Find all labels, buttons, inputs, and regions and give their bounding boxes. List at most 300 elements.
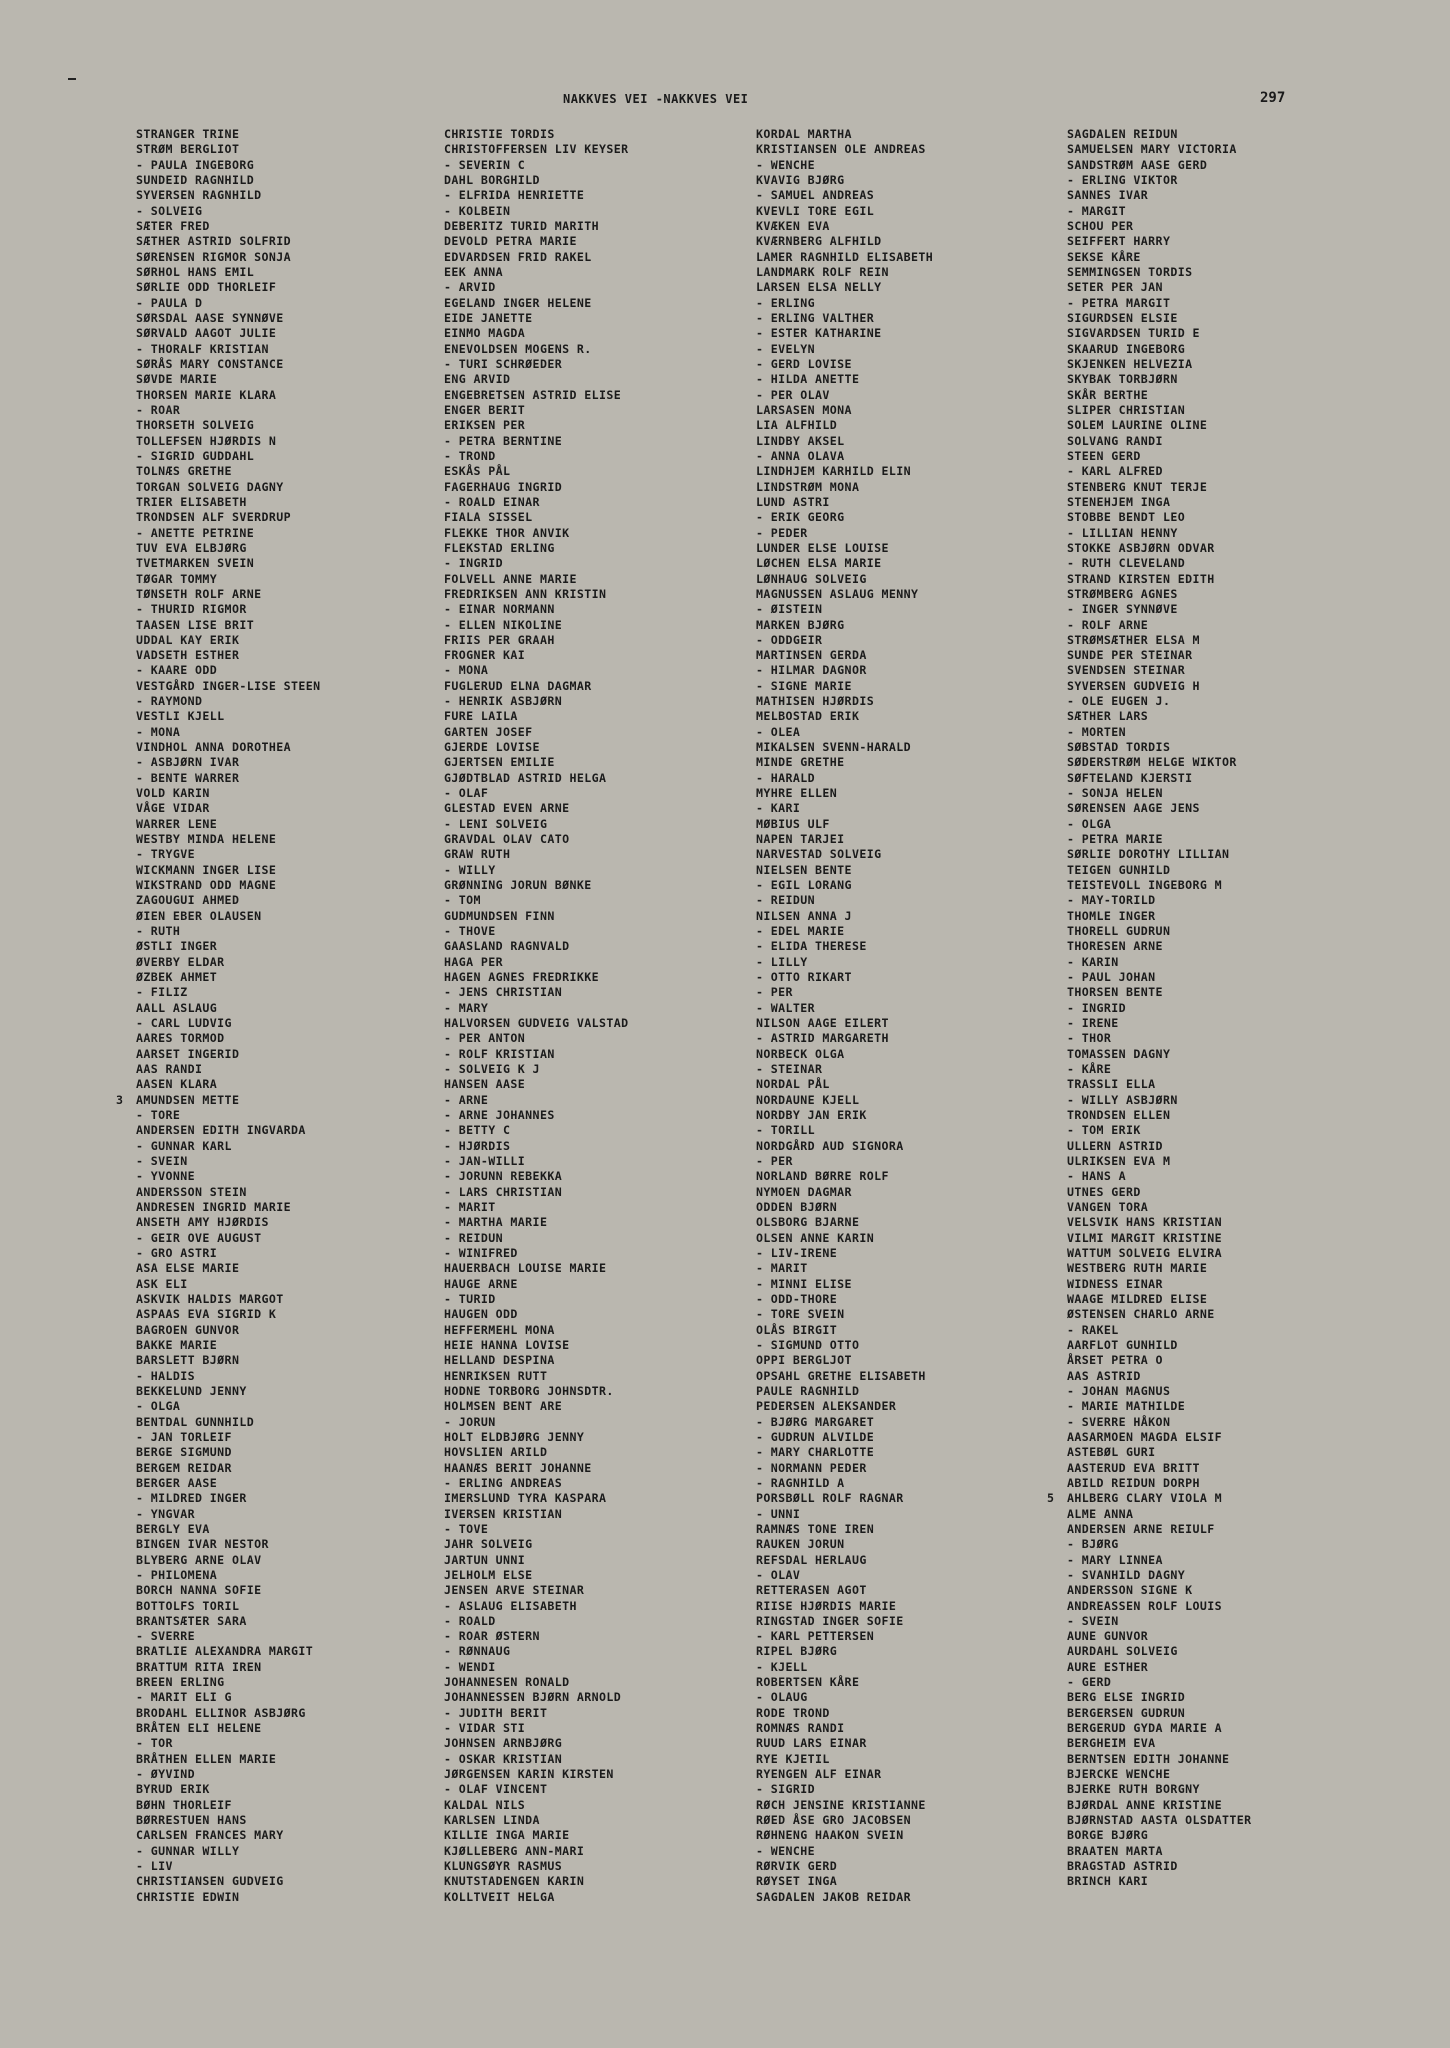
resident-entry: STOBBE BENDT LEO <box>1067 510 1186 525</box>
resident-entry: SØRENSEN RIGMOR SONJA <box>136 249 291 264</box>
resident-entry: - KJELL <box>756 1659 808 1674</box>
resident-entry: - TORE <box>136 1108 181 1122</box>
resident-entry: SKYBAK TORBJØRN <box>1067 372 1178 387</box>
resident-entry: GJERTSEN EMILIE <box>444 755 555 770</box>
resident-entry: - WINIFRED <box>444 1245 518 1260</box>
resident-entry: RØCH JENSINE KRISTIANNE <box>756 1797 926 1812</box>
resident-entry: FRIIS PER GRAAH <box>444 632 555 647</box>
resident-entry: NAPEN TARJEI <box>756 832 845 847</box>
resident-entry: AASEN KLARA <box>136 1077 218 1092</box>
resident-entry: SØRÅS MARY CONSTANCE <box>136 356 284 371</box>
resident-entry: TAASEN LISE BRIT <box>136 617 255 632</box>
resident-entry: THORSETH SOLVEIG <box>136 418 255 433</box>
resident-entry: - SVERRE HÅKON <box>1067 1414 1171 1429</box>
resident-entry: HEIE HANNA LOVISE <box>444 1337 570 1352</box>
resident-entry: SAGDALEN REIDUN <box>1067 127 1178 141</box>
resident-entry: - OLAV <box>756 1567 801 1582</box>
resident-entry: RETTERASEN AGOT <box>756 1583 867 1598</box>
resident-entry: VINDHOL ANNA DOROTHEA <box>136 740 291 755</box>
resident-entry: TVETMARKEN SVEIN <box>136 556 255 571</box>
resident-entry: AURE ESTHER <box>1067 1659 1149 1674</box>
resident-entry: - EDEL MARIE <box>756 924 845 939</box>
resident-entry: HAANÆS BERIT JOHANNE <box>444 1460 592 1475</box>
resident-entry: SANNES IVAR <box>1067 188 1149 203</box>
resident-entry: THORSEN MARIE KLARA <box>136 387 277 402</box>
resident-entry: MATHISEN HJØRDIS <box>756 694 875 709</box>
resident-entry: JELHOLM ELSE <box>444 1567 533 1582</box>
resident-entry: FIALA SISSEL <box>444 510 533 525</box>
resident-entry: - PETRA MARIE <box>1067 832 1163 847</box>
resident-entry: ØVERBY ELDAR <box>136 954 225 969</box>
resident-entry: DEVOLD PETRA MARIE <box>444 234 577 249</box>
resident-entry: EGELAND INGER HELENE <box>444 295 592 310</box>
resident-entry: HELLAND DESPINA <box>444 1353 555 1368</box>
resident-entry: IVERSEN KRISTIAN <box>444 1506 563 1521</box>
resident-entry: - OLAF <box>444 786 489 801</box>
resident-entry: - MARTHA MARIE <box>444 1215 548 1230</box>
resident-entry: STENBERG KNUT TERJE <box>1067 479 1208 494</box>
resident-entry: - IRENE <box>1067 1016 1119 1031</box>
resident-entry: BERGHEIM EVA <box>1067 1736 1156 1751</box>
resident-entry: OPSAHL GRETHE ELISABETH <box>756 1368 926 1383</box>
resident-entry: ROBERTSEN KÅRE <box>756 1675 860 1690</box>
resident-entry: KRISTIANSEN OLE ANDREAS <box>756 142 926 157</box>
resident-entry: STENEHJEM INGA <box>1067 494 1171 509</box>
resident-entry: - OLAUG <box>756 1690 808 1705</box>
resident-entry: HOLT ELDBJØRG JENNY <box>444 1429 585 1444</box>
resident-entry: - STEINAR <box>756 1062 823 1077</box>
resident-entry: SØRSDAL AASE SYNNØVE <box>136 310 284 325</box>
resident-entry: ØZBEK AHMET <box>136 970 218 985</box>
resident-entry: ANDERSSON SIGNE K <box>1067 1583 1193 1598</box>
resident-entry: - UNNI <box>756 1506 801 1521</box>
resident-entry: BØHN THORLEIF <box>136 1797 232 1812</box>
resident-entry: - INGER SYNNØVE <box>1067 602 1178 617</box>
resident-entry: - ELLEN NIKOLINE <box>444 617 563 632</box>
resident-entry: CARLSEN FRANCES MARY <box>136 1828 284 1843</box>
resident-entry: GAASLAND RAGNVALD <box>444 939 570 954</box>
resident-entry: - ERIK GEORG <box>756 510 845 525</box>
resident-entry: - KOLBEIN <box>444 203 511 218</box>
resident-entry: NORDBY JAN ERIK <box>756 1108 867 1122</box>
resident-entry: AAS RANDI <box>136 1062 203 1077</box>
column-2 <box>444 127 764 1905</box>
resident-entry: - TOM ERIK <box>1067 1123 1141 1138</box>
street-range-title: NAKKVES VEI -NAKKVES VEI <box>563 92 749 106</box>
resident-entry: - ASBJØRN IVAR <box>136 755 240 770</box>
resident-entry: STEEN GERD <box>1067 448 1141 463</box>
resident-entry: HAUGEN ODD <box>444 1307 518 1322</box>
resident-entry: BRAATEN MARTA <box>1067 1843 1163 1858</box>
resident-entry: THORELL GUDRUN <box>1067 924 1171 939</box>
resident-entry: LØNHAUG SOLVEIG <box>756 571 867 586</box>
resident-entry: BØRRESTUEN HANS <box>136 1813 247 1828</box>
resident-entry: - THOVE <box>444 924 496 939</box>
resident-entry: JOHANNESEN RONALD <box>444 1675 570 1690</box>
resident-entry: NILSON AAGE EILERT <box>756 1016 889 1031</box>
resident-entry: AURDAHL SOLVEIG <box>1067 1644 1178 1659</box>
resident-entry: EDVARDSEN FRID RAKEL <box>444 249 592 264</box>
resident-entry: - MILDRED INGER <box>136 1491 247 1506</box>
resident-entry: - JENS CHRISTIAN <box>444 985 563 1000</box>
resident-entry: JØRGENSEN KARIN KIRSTEN <box>444 1767 614 1782</box>
resident-entry: - RØNNAUG <box>444 1644 511 1659</box>
resident-entry: FURE LAILA <box>444 709 518 724</box>
resident-entry: - WILLY <box>444 862 496 877</box>
resident-entry: - WILLY ASBJØRN <box>1067 1092 1178 1107</box>
resident-entry: SIGVARDSEN TURID E <box>1067 326 1200 341</box>
resident-entry: CHRISTIE EDWIN <box>136 1889 240 1904</box>
resident-entry: ANDREASSEN ROLF LOUIS <box>1067 1598 1222 1613</box>
resident-entry: AARES TORMOD <box>136 1031 225 1046</box>
resident-entry: VELSVIK HANS KRISTIAN <box>1067 1215 1222 1230</box>
resident-entry: KVÆRNBERG ALFHILD <box>756 234 882 249</box>
resident-entry: RODE TROND <box>756 1705 830 1720</box>
resident-entry: ENGER BERIT <box>444 402 526 417</box>
house-number-marker: 5 <box>1047 1491 1055 1506</box>
resident-entry: - JORUN <box>444 1414 496 1429</box>
resident-entry: GJERDE LOVISE <box>444 740 540 755</box>
resident-entry: - PER <box>756 985 793 1000</box>
resident-entry: ERIKSEN PER <box>444 418 526 433</box>
resident-entry: SØVDE MARIE <box>136 372 218 387</box>
resident-entry: BRATTUM RITA IREN <box>136 1659 262 1674</box>
resident-entry: LAMER RAGNHILD ELISABETH <box>756 249 934 264</box>
resident-entry: - MARY CHARLOTTE <box>756 1445 875 1460</box>
resident-entry: WATTUM SOLVEIG ELVIRA <box>1067 1245 1222 1260</box>
resident-entry: BOTTOLFS TORIL <box>136 1598 240 1613</box>
resident-entry: RIISE HJØRDIS MARIE <box>756 1598 897 1613</box>
resident-entry: - MARIT <box>444 1199 496 1214</box>
resident-entry: - SIGRID <box>756 1782 816 1797</box>
resident-entry: WIKSTRAND ODD MAGNE <box>136 878 277 893</box>
resident-entry: - WENCHE <box>756 157 816 172</box>
resident-entry: BERNTSEN EDITH JOHANNE <box>1067 1751 1230 1766</box>
resident-entry: BERGERSEN GUDRUN <box>1067 1705 1186 1720</box>
resident-entry: - SOLVEIG <box>136 203 203 218</box>
resident-entry: GUDMUNDSEN FINN <box>444 908 555 923</box>
resident-entry: - PEDER <box>756 525 808 540</box>
resident-entry: DAHL BORGHILD <box>444 172 540 187</box>
resident-entry: FUGLERUD ELNA DAGMAR <box>444 678 592 693</box>
resident-entry: - BETTY C <box>444 1123 511 1138</box>
resident-entry: RIPEL BJØRG <box>756 1644 838 1659</box>
resident-entry: BJØRNSTAD AASTA OLSDATTER <box>1067 1813 1252 1828</box>
resident-entry: SIGURDSEN ELSIE <box>1067 310 1178 325</box>
resident-entry: BERG ELSE INGRID <box>1067 1690 1186 1705</box>
resident-entry: LINDHJEM KARHILD ELIN <box>756 464 911 479</box>
resident-entry: - SIGRID GUDDAHL <box>136 448 255 463</box>
resident-entry: SKJENKEN HELVEZIA <box>1067 356 1193 371</box>
resident-entry: - TORILL <box>756 1123 816 1138</box>
resident-entry: - BJØRG MARGARET <box>756 1414 875 1429</box>
page-header <box>0 92 1450 112</box>
resident-entry: ASPAAS EVA SIGRID K <box>136 1307 277 1322</box>
resident-entry: GARTEN JOSEF <box>444 724 533 739</box>
resident-entry: LARSASEN MONA <box>756 402 852 417</box>
resident-entry: - MINNI ELISE <box>756 1276 852 1291</box>
resident-entry: SYVERSEN GUDVEIG H <box>1067 678 1200 693</box>
resident-entry: AASARMOEN MAGDA ELSIF <box>1067 1429 1222 1444</box>
resident-entry: - ØISTEIN <box>756 602 823 617</box>
resident-entry: LINDSTRØM MONA <box>756 479 860 494</box>
resident-entry: OLSEN ANNE KARIN <box>756 1230 875 1245</box>
page-number: 297 <box>1260 90 1286 106</box>
resident-entry: - SEVERIN C <box>444 157 526 172</box>
resident-entry: NORBECK OLGA <box>756 1046 845 1061</box>
resident-entry: ALME ANNA <box>1067 1506 1134 1521</box>
resident-entry: ANDERSSON STEIN <box>136 1184 247 1199</box>
resident-entry: BRANTSÆTER SARA <box>136 1613 247 1628</box>
resident-entry: - JORUNN REBEKKA <box>444 1169 563 1184</box>
resident-entry: - SVEIN <box>1067 1613 1119 1628</box>
resident-entry: BERGLY EVA <box>136 1521 210 1536</box>
resident-entry: EINMO MAGDA <box>444 326 526 341</box>
resident-entry: NORDAUNE KJELL <box>756 1092 860 1107</box>
resident-entry: SAGDALEN JAKOB REIDAR <box>756 1889 911 1904</box>
resident-entry: TRASSLI ELLA <box>1067 1077 1156 1092</box>
resident-entry: TØNSETH ROLF ARNE <box>136 586 262 601</box>
resident-entry: - EVELYN <box>756 341 816 356</box>
resident-entry: KJØLLEBERG ANN-MARI <box>444 1843 585 1858</box>
resident-entry: - YVONNE <box>136 1169 196 1184</box>
resident-entry: TOMASSEN DAGNY <box>1067 1046 1171 1061</box>
resident-entry: - ELIDA THERESE <box>756 939 867 954</box>
resident-entry: JOHNSEN ARNBJØRG <box>444 1736 563 1751</box>
resident-entry: HAUGE ARNE <box>444 1276 518 1291</box>
resident-entry: - PAUL JOHAN <box>1067 970 1156 985</box>
resident-entry: HAGA PER <box>444 954 504 969</box>
resident-entry: AARSET INGERID <box>136 1046 240 1061</box>
resident-entry: NYMOEN DAGMAR <box>756 1184 852 1199</box>
resident-entry: FROGNER KAI <box>444 648 526 663</box>
resident-entry: - TOR <box>136 1736 173 1751</box>
resident-entry: ÅRSET PETRA O <box>1067 1353 1163 1368</box>
resident-entry: TRIER ELISABETH <box>136 494 247 509</box>
resident-entry: - LIV <box>136 1859 173 1874</box>
resident-entry: BRODAHL ELLINOR ASBJØRG <box>136 1705 306 1720</box>
resident-entry: - WALTER <box>756 1000 816 1015</box>
resident-entry: - MARIE MATHILDE <box>1067 1399 1186 1414</box>
resident-entry: KALDAL NILS <box>444 1797 526 1812</box>
resident-entry: BRINCH KARI <box>1067 1874 1149 1889</box>
resident-entry: PAULE RAGNHILD <box>756 1383 860 1398</box>
resident-entry: - ASTRID MARGARETH <box>756 1031 889 1046</box>
resident-entry: - SIGMUND OTTO <box>756 1337 860 1352</box>
resident-entry: STOKKE ASBJØRN ODVAR <box>1067 540 1215 555</box>
resident-entry: OLSBORG BJARNE <box>756 1215 860 1230</box>
resident-entry: - RUTH CLEVELAND <box>1067 556 1186 571</box>
resident-entry: ASK ELI <box>136 1276 188 1291</box>
resident-entry: BORCH NANNA SOFIE <box>136 1583 262 1598</box>
resident-entry: AASTERUD EVA BRITT <box>1067 1460 1200 1475</box>
resident-entry: - OLE EUGEN J. <box>1067 694 1171 709</box>
resident-entry: SØRLIE ODD THORLEIF <box>136 280 277 295</box>
margin-mark <box>68 78 76 80</box>
resident-entry: LANDMARK ROLF REIN <box>756 264 889 279</box>
resident-entry: STRAND KIRSTEN EDITH <box>1067 571 1215 586</box>
resident-entry: - HALDIS <box>136 1368 196 1383</box>
resident-entry: ODDEN BJØRN <box>756 1199 838 1214</box>
resident-entry: BAKKE MARIE <box>136 1337 218 1352</box>
resident-entry: - KARI <box>756 801 801 816</box>
resident-entry: ULLERN ASTRID <box>1067 1138 1163 1153</box>
resident-entry: HANSEN AASE <box>444 1077 526 1092</box>
resident-entry: - JUDITH BERIT <box>444 1705 548 1720</box>
resident-entry: - PER <box>756 1153 793 1168</box>
resident-entry: ØSTENSEN CHARLO ARNE <box>1067 1307 1215 1322</box>
resident-entry: SEIFFERT HARRY <box>1067 234 1171 249</box>
resident-entry: - TOVE <box>444 1521 489 1536</box>
resident-entry: FLEKSTAD ERLING <box>444 540 555 555</box>
resident-entry: STRØMBERG AGNES <box>1067 586 1178 601</box>
resident-entry: JENSEN ARVE STEINAR <box>444 1583 585 1598</box>
resident-entry: - FILIZ <box>136 985 188 1000</box>
resident-entry: - ARNE JOHANNES <box>444 1108 555 1122</box>
resident-entry: - THURID RIGMOR <box>136 602 247 617</box>
resident-entry: WICKMANN INGER LISE <box>136 862 277 877</box>
resident-entry: EIDE JANETTE <box>444 310 533 325</box>
resident-entry: HEFFERMEHL MONA <box>444 1322 555 1337</box>
resident-entry: - RAGNHILD A <box>756 1475 845 1490</box>
resident-entry: - JAN TORLEIF <box>136 1429 232 1444</box>
resident-entry: GLESTAD EVEN ARNE <box>444 801 570 816</box>
resident-entry: BARSLETT BJØRN <box>136 1353 240 1368</box>
resident-entry: - TURID <box>444 1291 496 1306</box>
resident-entry: BRAGSTAD ASTRID <box>1067 1859 1178 1874</box>
resident-entry: KLUNGSØYR RASMUS <box>444 1859 563 1874</box>
resident-entry: - KARL ALFRED <box>1067 464 1163 479</box>
resident-entry: - TRYGVE <box>136 847 196 862</box>
resident-entry: - GERD LOVISE <box>756 356 852 371</box>
resident-entry: - LIV-IRENE <box>756 1245 838 1260</box>
resident-entry: ROMNÆS RANDI <box>756 1721 845 1736</box>
resident-entry: TOLNÆS GRETHE <box>136 464 232 479</box>
resident-entry: SÆTHER LARS <box>1067 709 1149 724</box>
resident-entry: - SAMUEL ANDREAS <box>756 188 875 203</box>
resident-entry: STRØM BERGLIOT <box>136 142 240 157</box>
resident-entry: - MORTEN <box>1067 724 1127 739</box>
resident-entry: IMERSLUND TYRA KASPARA <box>444 1491 607 1506</box>
resident-entry: - ROALD EINAR <box>444 494 540 509</box>
resident-entry: - SONJA HELEN <box>1067 786 1163 801</box>
resident-entry: SOLEM LAURINE OLINE <box>1067 418 1208 433</box>
resident-entry: - ARVID <box>444 280 496 295</box>
resident-entry: ABILD REIDUN DORPH <box>1067 1475 1200 1490</box>
resident-entry: ULRIKSEN EVA M <box>1067 1153 1171 1168</box>
resident-entry: SEMMINGSEN TORDIS <box>1067 264 1193 279</box>
resident-entry: ANDERSEN EDITH INGVARDA <box>136 1123 306 1138</box>
resident-entry: HOLMSEN BENT ARE <box>444 1399 563 1414</box>
resident-entry: REFSDAL HERLAUG <box>756 1552 867 1567</box>
resident-entry: - TOM <box>444 893 481 908</box>
resident-entry: - EINAR NORMANN <box>444 602 555 617</box>
resident-entry: MIKALSEN SVENN-HARALD <box>756 740 911 755</box>
resident-entry: - MONA <box>444 663 489 678</box>
resident-entry: GRØNNING JORUN BØNKE <box>444 878 592 893</box>
resident-entry: KARLSEN LINDA <box>444 1813 540 1828</box>
resident-entry: BEKKELUND JENNY <box>136 1383 247 1398</box>
resident-entry: EEK ANNA <box>444 264 504 279</box>
resident-entry: - PER ANTON <box>444 1031 526 1046</box>
resident-entry: MAGNUSSEN ASLAUG MENNY <box>756 586 919 601</box>
resident-entry: KVEVLI TORE EGIL <box>756 203 875 218</box>
resident-entry: - INGRID <box>1067 1000 1127 1015</box>
resident-entry: - MONA <box>136 724 181 739</box>
resident-entry: RAMNÆS TONE IREN <box>756 1521 875 1536</box>
resident-entry: - HILDA ANETTE <box>756 372 860 387</box>
resident-entry: - REIDUN <box>756 893 816 908</box>
resident-entry: FREDRIKSEN ANN KRISTIN <box>444 586 607 601</box>
resident-entry: SKÅR BERTHE <box>1067 387 1149 402</box>
resident-entry: MARTINSEN GERDA <box>756 648 867 663</box>
resident-entry: - SVERRE <box>136 1629 196 1644</box>
resident-entry: - SVEIN <box>136 1153 188 1168</box>
resident-entry: - ASLAUG ELISABETH <box>444 1598 577 1613</box>
resident-entry: SCHOU PER <box>1067 218 1134 233</box>
resident-entry: SØFTELAND KJERSTI <box>1067 770 1193 785</box>
resident-entry: - MARY LINNEA <box>1067 1552 1163 1567</box>
resident-entry: THORSEN BENTE <box>1067 985 1163 1000</box>
resident-entry: - ANETTE PETRINE <box>136 525 255 540</box>
resident-entry: - ELFRIDA HENRIETTE <box>444 188 585 203</box>
resident-entry: - ARNE <box>444 1092 489 1107</box>
resident-entry: - HILMAR DAGNOR <box>756 663 867 678</box>
resident-entry: - GEIR OVE AUGUST <box>136 1230 262 1245</box>
column-3 <box>756 127 1076 1905</box>
resident-entry: - GERD <box>1067 1675 1112 1690</box>
resident-entry: FAGERHAUG INGRID <box>444 479 563 494</box>
resident-entry: RØED ÅSE GRO JACOBSEN <box>756 1813 911 1828</box>
resident-entry: KORDAL MARTHA <box>756 127 852 141</box>
resident-entry: ASA ELSE MARIE <box>136 1261 240 1276</box>
resident-entry: LUND ASTRI <box>756 494 830 509</box>
resident-entry: STRANGER TRINE <box>136 127 240 141</box>
resident-entry: BLYBERG ARNE OLAV <box>136 1552 262 1567</box>
resident-entry: AMUNDSEN METTE 3 <box>116 1092 240 1107</box>
resident-entry: SØDERSTRØM HELGE WIKTOR <box>1067 755 1237 770</box>
resident-entry: AHLBERG CLARY VIOLA M 5 <box>1047 1491 1222 1506</box>
resident-entry: - ROALD <box>444 1613 496 1628</box>
resident-entry: - ESTER KATHARINE <box>756 326 882 341</box>
resident-entry: ENG ARVID <box>444 372 511 387</box>
resident-entry: JAHR SOLVEIG <box>444 1537 533 1552</box>
resident-entry: RAUKEN JORUN <box>756 1537 845 1552</box>
resident-entry: MYHRE ELLEN <box>756 786 838 801</box>
resident-entry: - PHILOMENA <box>136 1567 218 1582</box>
resident-entry: SVENDSEN STEINAR <box>1067 663 1186 678</box>
resident-entry: RØYSET INGA <box>756 1874 838 1889</box>
resident-entry: VANGEN TORA <box>1067 1199 1149 1214</box>
resident-entry: - ODDGEIR <box>756 632 823 647</box>
resident-entry: SØBSTAD TORDIS <box>1067 740 1171 755</box>
resident-entry: - ERLING VALTHER <box>756 310 875 325</box>
resident-entry: GRAVDAL OLAV CATO <box>444 832 570 847</box>
resident-entry: - THORALF KRISTIAN <box>136 341 269 356</box>
resident-entry: BJERCKE WENCHE <box>1067 1767 1171 1782</box>
resident-entry: - OLAF VINCENT <box>444 1782 548 1797</box>
resident-entry: WESTBERG RUTH MARIE <box>1067 1261 1208 1276</box>
resident-entry: - OLEA <box>756 724 801 739</box>
resident-entry: FOLVELL ANNE MARIE <box>444 571 577 586</box>
resident-entry: - KAARE ODD <box>136 663 218 678</box>
resident-entry: HAUERBACH LOUISE MARIE <box>444 1261 607 1276</box>
resident-entry: RUUD LARS EINAR <box>756 1736 867 1751</box>
resident-entry: - MARY <box>444 1000 489 1015</box>
resident-entry: SØRHOL HANS EMIL <box>136 264 255 279</box>
resident-entry: WAAGE MILDRED ELISE <box>1067 1291 1208 1306</box>
resident-entry: NIELSEN BENTE <box>756 862 852 877</box>
